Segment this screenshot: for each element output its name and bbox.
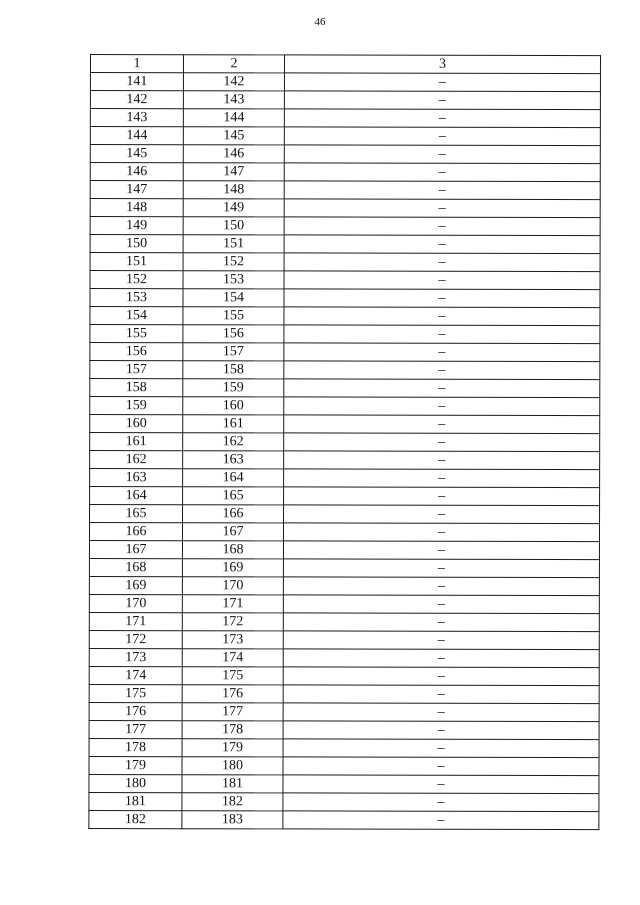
table-cell-col-3: –	[284, 163, 600, 182]
table-row	[90, 325, 600, 344]
table-cell-col-1: 149	[90, 217, 183, 235]
table-row	[89, 648, 599, 667]
table-cell-col-2: 157	[183, 343, 284, 361]
table-row	[90, 469, 600, 488]
table-cell-col-1: 178	[89, 738, 182, 756]
table-cell-col-2: 144	[183, 109, 284, 127]
table-cell-col-1: 172	[89, 630, 182, 648]
table-row	[90, 127, 600, 146]
table-cell-col-3: –	[284, 127, 600, 146]
table-row	[89, 558, 599, 577]
table-cell-col-3: –	[284, 343, 600, 362]
table-cell-col-1: 151	[90, 253, 183, 271]
table-row	[89, 576, 599, 595]
table-row	[89, 738, 599, 757]
table-cell-col-1: 147	[90, 181, 183, 199]
table-cell-col-1: 161	[90, 433, 183, 451]
table-row	[90, 487, 600, 506]
table-row	[90, 343, 600, 362]
table-cell-col-3: –	[283, 577, 599, 596]
table-cell-col-3: –	[284, 199, 600, 218]
table-cell-col-2: 143	[183, 91, 284, 109]
table-row	[89, 612, 599, 631]
table-cell-col-3: –	[283, 523, 599, 542]
table-cell-col-2: 155	[183, 307, 284, 325]
table-cell-col-1: 166	[89, 523, 182, 541]
table-cell-col-2: 156	[183, 325, 284, 343]
table-row	[89, 720, 599, 739]
table-cell-col-2: 180	[182, 757, 283, 775]
table-cell-col-2: 178	[182, 721, 283, 739]
table-cell-col-2: 162	[183, 433, 284, 451]
table-cell-col-1: 152	[90, 271, 183, 289]
table-cell-col-1: 182	[89, 810, 182, 828]
table-cell-col-3: –	[284, 505, 600, 524]
table-row	[90, 397, 600, 416]
table-cell-col-3: –	[283, 595, 599, 614]
table-cell-col-3: –	[284, 145, 600, 164]
table-cell-col-1: 177	[89, 720, 182, 738]
table-row	[90, 451, 600, 470]
table-cell-col-3: –	[284, 217, 600, 236]
table-cell-col-2: 158	[183, 361, 284, 379]
table-row	[90, 253, 600, 272]
table-body	[89, 73, 601, 830]
table-row	[89, 702, 599, 721]
table-cell-col-2: 174	[182, 649, 283, 667]
table-row	[89, 684, 599, 703]
table-cell-col-3: –	[284, 73, 600, 92]
table-cell-col-3: –	[283, 721, 599, 740]
table-row	[90, 181, 600, 200]
table-cell-col-3: –	[283, 757, 599, 776]
table-cell-col-1: 163	[90, 469, 183, 487]
table-cell-col-3: –	[283, 649, 599, 668]
table-row	[90, 91, 600, 110]
table-cell-col-3: –	[283, 559, 599, 578]
table-cell-col-1: 155	[90, 325, 183, 343]
table-cell-col-1: 170	[89, 594, 182, 612]
page-number: 46	[314, 16, 326, 28]
table-cell-col-2: 161	[183, 415, 284, 433]
table-cell-col-1: 146	[90, 163, 183, 181]
table-cell-col-1: 171	[89, 612, 182, 630]
table-cell-col-3: –	[284, 379, 600, 398]
table-cell-col-1: 179	[89, 756, 182, 774]
table-row	[90, 145, 600, 164]
table-cell-col-2: 142	[183, 73, 284, 91]
table-cell-col-3: –	[284, 325, 600, 344]
table-row	[89, 594, 599, 613]
table-row	[89, 541, 599, 560]
table-row	[90, 307, 600, 326]
table-cell-col-1: 169	[89, 576, 182, 594]
table-cell-col-1: 143	[90, 109, 183, 127]
table-cell-col-2: 166	[183, 505, 284, 523]
table-cell-col-1: 167	[89, 541, 182, 559]
table-cell-col-3: –	[284, 235, 600, 254]
table-cell-col-1: 142	[90, 91, 183, 109]
table-row	[90, 379, 600, 398]
table-cell-col-2: 153	[183, 271, 284, 289]
table-cell-col-3: –	[283, 793, 599, 812]
table-row	[89, 774, 599, 793]
table-cell-col-3: –	[284, 307, 600, 326]
table-cell-col-1: 162	[90, 451, 183, 469]
table-cell-col-3: –	[284, 91, 600, 110]
table-cell-col-2: 177	[182, 703, 283, 721]
table-cell-col-1: 168	[89, 558, 182, 576]
table-cell-col-2: 176	[182, 685, 283, 703]
table-cell-col-3: –	[284, 109, 600, 128]
table-cell-col-2: 150	[183, 217, 284, 235]
column-header-3: 3	[284, 55, 600, 74]
table-cell-col-1: 157	[90, 361, 183, 379]
table-cell-col-2: 173	[182, 631, 283, 649]
table-cell-col-3: –	[284, 397, 600, 416]
column-header-1: 1	[90, 55, 183, 73]
table-cell-col-3: –	[284, 415, 600, 434]
table-cell-col-1: 174	[89, 666, 182, 684]
table-cell-col-1: 175	[89, 684, 182, 702]
table-cell-col-3: –	[284, 271, 600, 290]
table-cell-col-2: 170	[182, 577, 283, 595]
table-cell-col-3: –	[284, 181, 600, 200]
table-cell-col-1: 144	[90, 127, 183, 145]
table-cell-col-3: –	[284, 433, 600, 452]
table-cell-col-2: 151	[183, 235, 284, 253]
table-row	[90, 415, 600, 434]
table-row	[90, 361, 600, 380]
table-cell-col-2: 163	[183, 451, 284, 469]
table-cell-col-3: –	[284, 469, 600, 488]
table-row	[89, 810, 599, 829]
column-header-2: 2	[183, 55, 284, 73]
table-row	[90, 217, 600, 236]
table-cell-col-1: 158	[90, 379, 183, 397]
table-row	[89, 523, 599, 542]
table-cell-col-1: 148	[90, 199, 183, 217]
table-cell-col-1: 145	[90, 145, 183, 163]
table-cell-col-3: –	[283, 811, 599, 830]
table-cell-col-3: –	[283, 541, 599, 560]
table-cell-col-2: 182	[182, 793, 283, 811]
table-cell-col-2: 145	[183, 127, 284, 145]
table-row	[90, 235, 600, 254]
table-cell-col-2: 147	[183, 163, 284, 181]
table-cell-col-2: 160	[183, 397, 284, 415]
table-cell-col-2: 164	[183, 469, 284, 487]
table-cell-col-2: 183	[182, 811, 283, 829]
table-cell-col-2: 179	[182, 739, 283, 757]
table-row	[90, 199, 600, 218]
table-cell-col-3: –	[283, 685, 599, 704]
table-cell-col-2: 171	[182, 595, 283, 613]
table-cell-col-2: 167	[182, 523, 283, 541]
table-header	[90, 55, 600, 74]
table-cell-col-2: 146	[183, 145, 284, 163]
table-cell-col-2: 168	[182, 541, 283, 559]
table-cell-col-2: 181	[182, 775, 283, 793]
table-cell-col-1: 181	[89, 792, 182, 810]
table-cell-col-1: 165	[90, 505, 183, 523]
table-cell-col-1: 154	[90, 307, 183, 325]
table-cell-col-2: 165	[183, 487, 284, 505]
table-row	[90, 505, 600, 524]
table-cell-col-2: 175	[182, 667, 283, 685]
table-row	[90, 109, 600, 128]
table-row	[89, 630, 599, 649]
table-cell-col-1: 173	[89, 648, 182, 666]
table-row	[90, 73, 600, 92]
table-row	[89, 666, 599, 685]
table-cell-col-3: –	[283, 703, 599, 722]
table-cell-col-3: –	[284, 361, 600, 380]
table-cell-col-3: –	[284, 289, 600, 308]
table-row	[90, 433, 600, 452]
table-cell-col-1: 156	[90, 343, 183, 361]
table-cell-col-3: –	[283, 739, 599, 758]
table-cell-col-1: 159	[90, 397, 183, 415]
table-cell-col-2: 149	[183, 199, 284, 217]
table-cell-col-2: 154	[183, 289, 284, 307]
table-cell-col-1: 150	[90, 235, 183, 253]
table-row	[89, 792, 599, 811]
table-cell-col-3: –	[283, 631, 599, 650]
table-cell-col-1: 164	[90, 487, 183, 505]
table-cell-col-1: 160	[90, 415, 183, 433]
table-cell-col-2: 148	[183, 181, 284, 199]
table-cell-col-2: 172	[182, 613, 283, 631]
table-cell-col-2: 152	[183, 253, 284, 271]
table-cell-col-2: 159	[183, 379, 284, 397]
table-cell-col-3: –	[284, 253, 600, 272]
table-cell-col-1: 176	[89, 702, 182, 720]
table-row	[90, 163, 600, 182]
table-row	[90, 271, 600, 290]
table-cell-col-1: 180	[89, 774, 182, 792]
table-row	[89, 756, 599, 775]
table-cell-col-2: 169	[182, 559, 283, 577]
table-cell-col-3: –	[283, 667, 599, 686]
table-cell-col-3: –	[284, 487, 600, 506]
table-cell-col-3: –	[283, 613, 599, 632]
data-table	[88, 54, 601, 830]
table-cell-col-3: –	[283, 775, 599, 794]
table-header-row	[90, 55, 600, 74]
table-cell-col-1: 153	[90, 289, 183, 307]
table-cell-col-1: 141	[90, 73, 183, 91]
table-cell-col-3: –	[284, 451, 600, 470]
table-row	[90, 289, 600, 308]
